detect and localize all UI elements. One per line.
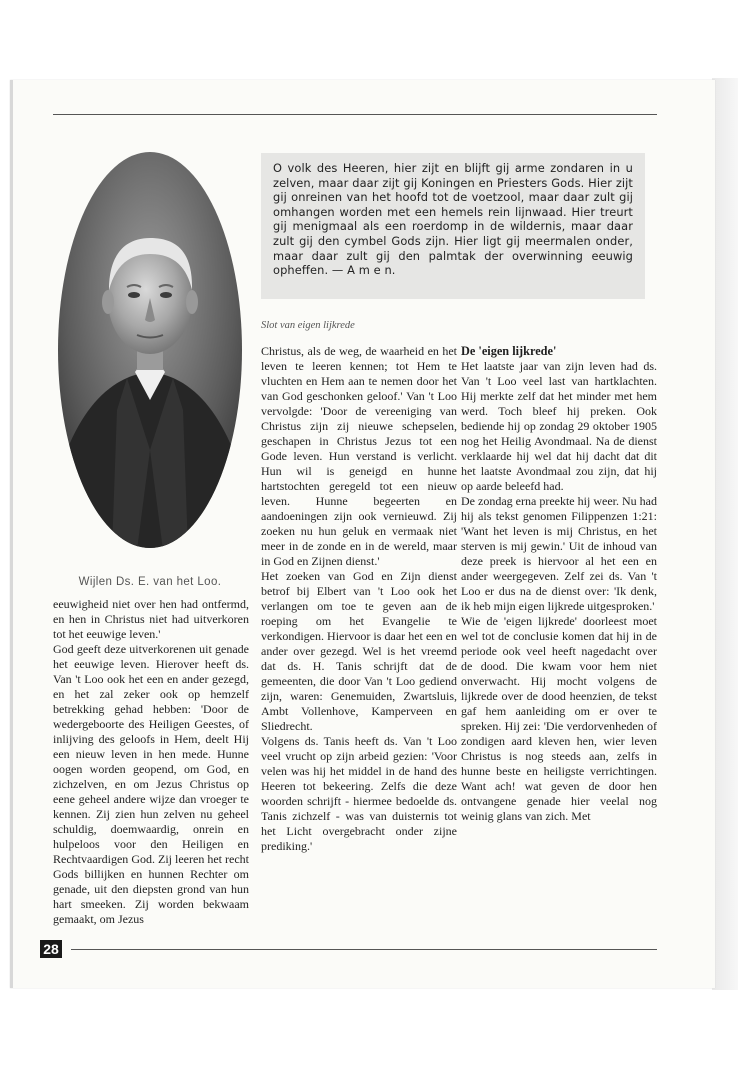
top-rule xyxy=(53,114,657,115)
paragraph: Het zoeken van God en Zijn dienst betrof bij Elbert van 't Loo ook het verlangen om toe te geven aan de roeping om het Evangelie te verkondigen. Hiervoor is daar het een en ander over gezegd. Wel is het vreemd dat ds. H. Tanis schrijft dat de gemeenten, die door Van 't Loo gediend zijn, waren: Genemuiden, Zwartsluis, Ambt Vollenhove, Kamperveen en Sliedrecht. xyxy=(261,569,457,733)
paragraph: eeuwigheid niet over hen had ontfermd, en hen in Christus niet had uitverkoren tot het eeuwige leven.' xyxy=(53,597,249,641)
paragraph: God geeft deze uitverkorenen uit genade het eeuwige leven. Hierover heeft ds. Van 't Loo ook het een en ander gezegd, en het zal zeker ook op hemzelf betrekking gehad hebben: 'Door de wedergeboorte des Heiligen Geestes, of inlijving des geloofs in Hem, deelt Hij een nieuw leven in hen mede. Hunne oogen worden geopend, om God, en zichzelven, en om Jezus Christus op eene geheel andere wijze dan vroeger te kennen. Zij zien hun zelven nu geheel schuldig, doemwaardig, onrein en hulpeloos voor den Heiligen en Rechtvaardigen God. Zij leeren het recht Gods billijken en hunnen Rechter om genade, uit den diepsten grond van hun hart smeeken. Zij worden bekwaam gemaakt, om Jezus xyxy=(53,642,249,926)
page xyxy=(10,80,715,988)
paragraph: Wie de 'eigen lijkrede' doorleest moet wel tot de conclusie komen dat hij in de periode ook veel heeft nagedacht over de dood. Die kwam voor hem niet onverwacht. Hij mocht volgens de lijkrede over de dood heenzien, de tekst gaf hem aanleiding om er over te spreken. Hij zei: 'Die verdorvenheden of zondigen aard kleven hen, wier leven Christus is nog steeds aan, zelfs in hunne beste en heiligste verrichtingen. Want ach! wat geven de door hen ontvangene genade hier veelal nog weinig glans van zich. Met xyxy=(461,614,657,823)
text-column-left xyxy=(53,597,249,927)
page-number: 28 xyxy=(40,940,62,958)
paragraph: Christus, als de weg, de waarheid en het leven te leeren kennen; tot Hem te vluchten en Hem aan te nemen door het van God geschonken geloof.' Van 't Loo vervolgde: 'Door de vereeniging van Christus zijn zij nieuwe schepselen, geschapen in Christus Jezus tot een Gode leven. Hun verstand is verlicht. Hun wil is geneigd en hunne hartstochten geregeld tot een nieuw leven. Hunne begeerten en aandoeningen zijn ook vernieuwd. Zij zoeken nu hun geluk en vermaak niet meer in de zonde en in de wereld, maar in God en Zijnen dienst.' xyxy=(261,344,457,568)
paragraph: Het laatste jaar van zijn leven had ds. Van 't Loo veel last van hartklachten. Hij merkte zelf dat het minder met hem werd. Toch bleef hij preken. Ook bediende hij op zondag 29 oktober 1905 nog het Heilig Avondmaal. Na de dienst verklaarde hij wel dat hij dacht dat dit het laatste Avondmaal zou zijn, dat hij op aarde beleefd had. xyxy=(461,359,657,493)
portrait-caption: Wijlen Ds. E. van het Loo. xyxy=(78,576,222,588)
text-column-right xyxy=(461,344,657,824)
quote-box xyxy=(261,153,645,299)
bottom-rule xyxy=(71,949,657,950)
quote-caption: Slot van eigen lijkrede xyxy=(261,320,355,331)
paragraph: Volgens ds. Tanis heeft ds. Van 't Loo veel vrucht op zijn arbeid gezien: 'Voor velen was hij het middel in de hand des Heeren tot bekeering. Zelfs die deze woorden schrijft - hiermee bedoelde ds. Tanis zichzelf - was van duisternis tot het Licht overgebracht onder zijne prediking.' xyxy=(261,734,457,853)
paragraph: De zondag erna preekte hij weer. Nu had hij als tekst genomen Filippenzen 1:21: 'Want het leven is mij Christus, en het sterven is mij gewin.' Uit de inhoud van deze preek is hiervoor al het een en ander weergegeven. Zelf zei ds. Van 't Loo er dus na de dienst over: 'Ik denk, ik heb mijn eigen lijkrede uitgesproken.' xyxy=(461,494,657,613)
text-column-middle xyxy=(261,344,457,854)
quote-text: O volk des Heeren, hier zijt en blijft gij arme zondaren in u zelven, maar daar zijt gij Koningen en Priesters Gods. Hier zijt gij onreinen van het hoofd tot de voetzool, maar daar zult gij omhangen worden met een hemels rein lijnwaad. Hier treurt gij menigmaal als een roerdomp in de wildernis, maar daar zult gij den cymbel Gods zijn. Hier ligt gij meermalen onder, maar daar zult gij den palmtak der overwinning eeuwig opheffen. — A m e n. xyxy=(273,161,633,278)
section-heading: De 'eigen lijkrede' xyxy=(461,344,557,358)
adjacent-page-edge xyxy=(712,78,738,990)
portrait-photo xyxy=(57,150,243,550)
